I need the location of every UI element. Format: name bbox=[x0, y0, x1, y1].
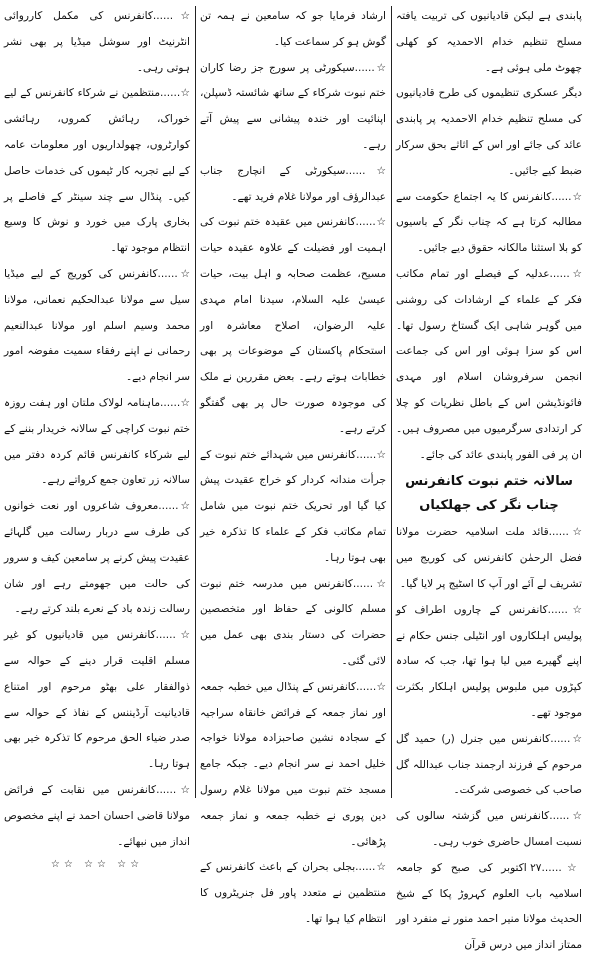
section-heading: سالانہ ختم نبوت کانفرنس چناب نگر کی جھلکیاں bbox=[405, 474, 573, 514]
paragraph: ☆......کانفرنس کے پنڈال میں خطبہ جمعہ اور نماز جمعہ کے فرائض خانقاہ سراجیہ کے سجادہ نشین صاحبزادہ مولانا خواجہ خلیل احمد نے سر انجام دیے۔ جبکہ جامع مسجد ختم نبوت میں مولانا غلام رسول دین پوری نے خطبہ جمعہ و نماز جمعہ پڑھائی۔ bbox=[200, 680, 386, 848]
star-ornaments: ☆☆ ☆☆ ☆☆ bbox=[50, 859, 144, 871]
column-right bbox=[396, 4, 582, 952]
paragraph: ☆......منتظمین نے شرکاء کانفرنس کے لیے خوراک، رہائش کمروں، رہائشی کوارٹروں، چھولداریوں اور معلومات عامہ کے لیے تجربہ کار ٹیموں کی خدمات حاصل کیں۔ پنڈال سے چند سینٹر کے فاصلے پر بخاری پارک میں خورد و نوش کا وسیع انتظام موجود تھا۔ bbox=[4, 87, 190, 255]
paragraph: ☆......معروف شاعروں اور نعت خوانوں کی طرف سے دربار رسالت میں گلہائے عقیدت پیش کرنے پر سامعین کیف و سرور کی حالت میں جھومتے رہے اور شان رسالت زندہ باد کے نعرے بلند کرتے رہے۔ bbox=[4, 500, 190, 616]
paragraph: ☆......کانفرنس میں جنرل (ر) حمید گل مرحوم کے فرزند ارجمند جناب عبداللہ گل صاحب کی خصوصی شرکت۔ bbox=[396, 732, 582, 797]
paragraph: دیگر عسکری تنظیموں کی طرح قادیانیوں کی مسلح تنظیم خدام الاحمدیہ پر پابندی عائد کی جائے اور اس کے اثاثے بحق سرکار ضبط کیے جائیں۔ bbox=[396, 87, 582, 177]
column-left bbox=[4, 4, 190, 871]
column-divider bbox=[195, 6, 196, 798]
paragraph: ☆......کانفرنس کی کوریج کے لیے میڈیا سیل سے مولانا عبدالحکیم نعمانی، مولانا محمد وسیم اسلم اور مولانا عبدالنعیم رحمانی نے اپنے رفقاء سمیت مفوضہ امور سر انجام دیے۔ bbox=[4, 267, 190, 384]
paragraph: ☆......بجلی بحران کے باعث کانفرنس کے منتظمین نے متعدد پاور فل جنریٹروں کا انتظام کیا ہوا تھا۔ bbox=[200, 861, 386, 925]
paragraph: ☆......۲۷ اکتوبر کی صبح کو جامعہ اسلامیہ باب العلوم کہروڑ پکا کے شیخ الحدیث مولانا منیر احمد منور نے منفرد اور ممتاز انداز میں درس قرآن bbox=[396, 861, 582, 952]
paragraph: ☆......عدلیہ کے فیصلے اور تمام مکاتب فکر کے علماء کے ارشادات کی روشنی میں گوہر شاہی ایک گستاخ رسول تھا۔ اس کو سزا ہوئی اور اس کی جماعت انجمن سرفروشان اسلام اور مہدی فائونڈیشن اس کے باطل نظریات کو چلا کر ارتدادی سرگرمیوں میں مصروف ہیں۔ ان پر فی الفور پابندی عائد کی جائے۔ bbox=[396, 267, 582, 461]
column-middle bbox=[200, 4, 386, 925]
paragraph: ☆......کانفرنس میں عقیدہ ختم نبوت کی اہمیت اور فضیلت کے علاوہ عقیدہ حیات مسیح، عظمت صحابہ و اہل بیت، حیات عیسیٰ علیہ السلام، سیدنا امام مہدی علیہ الرضوان، اصلاح معاشرہ اور استحکام پاکستان کے موضوعات پر بھی خطابات ہوتے رہے۔ بعض مقررین نے ملک کی موجودہ صورت حال پر بھی گفتگو کرتے رہے۔ bbox=[200, 216, 386, 435]
paragraph: ☆......سیکورٹی کے انچارج جناب عبدالرؤف اور مولانا غلام فرید تھے۔ bbox=[200, 164, 386, 203]
paragraph: پابندی ہے لیکن قادیانیوں کی تربیت یافتہ مسلح تنظیم خدام الاحمدیہ کو کھلی چھوٹ ملی ہوئی ہے۔ bbox=[396, 10, 582, 74]
paragraph: ☆......قائد ملت اسلامیہ حضرت مولانا فضل الرحمٰن کانفرنس کی کوریج میں تشریف لے آئے اور آپ کا اسٹیج پر لایا گیا۔ bbox=[396, 526, 582, 590]
paragraph: ☆......کانفرنس میں مدرسہ ختم نبوت مسلم کالونی کے حفاظ اور متخصصین حضرات کی دستار بندی بھی عمل میں لائی گئی۔ bbox=[200, 577, 386, 667]
paragraph: ☆......کانفرنس کے چاروں اطراف کو پولیس اہلکاروں اور انٹیلی جنس حکام نے اپنے گھیرے میں لیا ہوا تھا، جب کہ سادہ کپڑوں میں ملبوس پولیس اہلکار بکثرت موجود تھے۔ bbox=[396, 603, 582, 719]
paragraph: ارشاد فرمایا جو کہ سامعین نے ہمہ تن گوش ہو کر سماعت کیا۔ bbox=[200, 10, 386, 48]
paragraph: ☆......سیکورٹی پر سورج جز رضا کاران ختم نبوت شرکاء کے ساتھ شائستہ ڈسپلن، اپنائیت اور خندہ پیشانی سے پیش آتے رہے۔ bbox=[200, 61, 386, 151]
paragraph: ☆......کانفرنس میں قادیانیوں کو غیر مسلم اقلیت قرار دینے کے حوالہ سے ذوالفقار علی بھٹو مرحوم اور امتناع قادیانیت آرڈیننس کے نفاذ کے حوالہ سے صدر ضیاء الحق مرحوم کا تذکرہ خیر بھی ہوتا رہا۔ bbox=[4, 629, 190, 771]
paragraph: ☆......کانفرنس میں گزشتہ سالوں کی نسبت امسال حاضری خوب رہی۔ bbox=[396, 810, 582, 848]
column-divider bbox=[391, 6, 392, 798]
paragraph: ☆......ماہنامہ لولاک ملتان اور ہفت روزہ ختم نبوت کراچی کے سالانہ خریدار بننے کے لیے شرکاء کانفرنس قائم کردہ دفتر میں سالانہ زر تعاون جمع کرواتے رہے۔ bbox=[4, 396, 190, 487]
paragraph: ☆......کانفرنس میں شہدائے ختم نبوت کے جرأت مندانہ کردار کو خراج عقیدت پیش کیا گیا اور تحریک ختم نبوت میں شامل تمام مکاتب فکر کے علماء کا تذکرہ خیر بھی ہوتا رہا۔ bbox=[200, 448, 386, 564]
paragraph: ☆......کانفرنس میں نقابت کے فرائض مولانا قاضی احسان احمد نے اپنے مخصوص انداز میں نبھائے۔ bbox=[4, 783, 190, 848]
paragraph: ☆......کانفرنس کی مکمل کارروائی انٹرنیٹ اور سوشل میڈیا پر بھی نشر ہوتی رہی۔ bbox=[4, 10, 190, 74]
paragraph: ☆......کانفرنس کا یہ اجتماع حکومت سے مطالبہ کرتا ہے کہ چناب نگر کے باسیوں کو بلا استثنا مالکانہ حقوق دیے جائیں۔ bbox=[396, 190, 582, 255]
